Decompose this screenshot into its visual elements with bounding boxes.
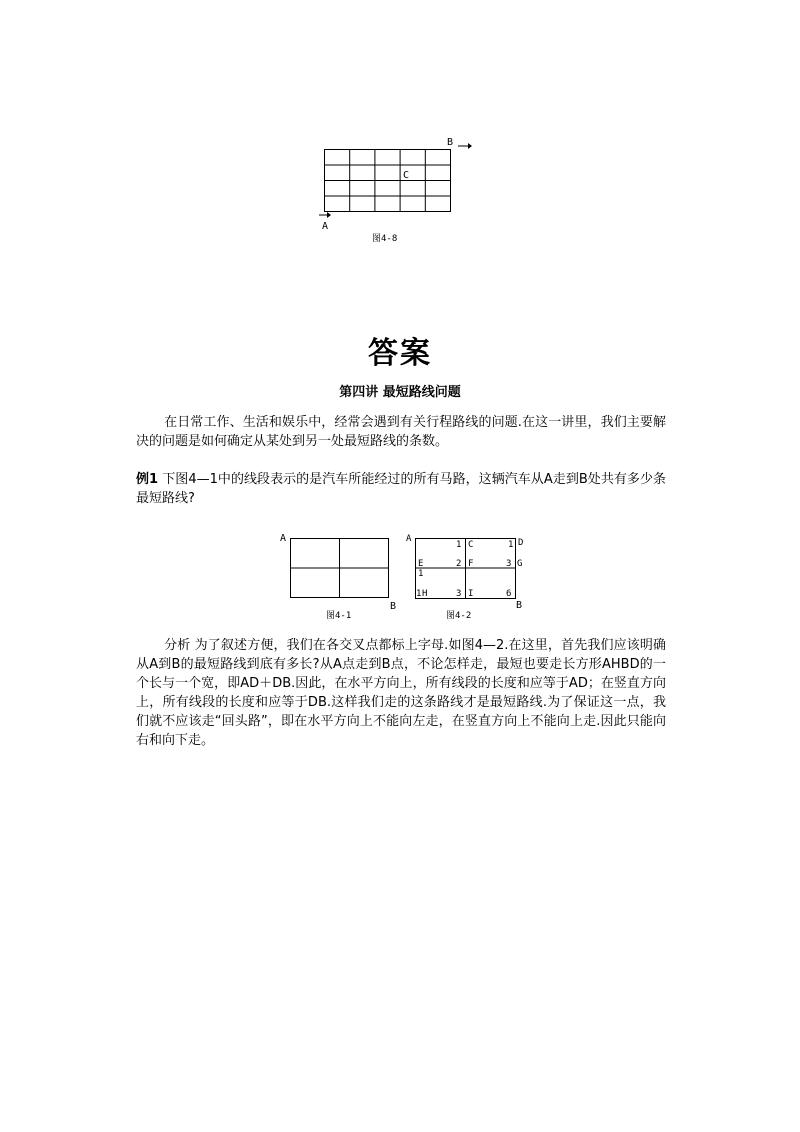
fig48-label-a: A [322, 221, 329, 232]
arrow-a-icon [319, 212, 331, 218]
fig42-label-a: A [406, 534, 412, 544]
intro-text: 在日常工作、生活和娱乐中，经常会遇到有关行程路线的问题.在这一讲里，我们主要解决的问题是如何确定从某处到另一处最短路线的条数。 [136, 415, 666, 449]
fig42-label-i: I [468, 589, 474, 599]
intro-paragraph [136, 413, 666, 451]
fig42-n-top2: 1 [508, 540, 514, 550]
page-title: 答案 [368, 336, 432, 371]
fig42-label-d: D [518, 538, 524, 548]
fig41-caption: 图4-1 [326, 611, 352, 621]
fig42-n-mid1: 2 [456, 559, 462, 569]
analysis-text: 分析 为了叙述方便，我们在各交叉点都标上字母.如图4—2.在这里，首先我们应该明确从A到B的最短路线到底有多长?从A点走到B点，不论怎样走，最短也要走长方形AHBD的一个长与一个宽，即AD＋DB.因此，在水平方向上，所有线段的长度和应等于AD；在竖直方向上，所有线段的长度和应等于DB.这样我们走的这条路线才是最短路线.为了保证这一点，我们就不应该走“回头路”，即在水平方向上不能向左走，在竖直方向上不能向上走.因此只能向右和向下走。 [136, 638, 666, 748]
fig42-n-bot1: 3 [456, 589, 462, 599]
fig48-label-c: C [403, 170, 410, 181]
fig42-label-e: E [418, 559, 424, 569]
fig42-n-bot0: 1 [416, 589, 422, 599]
fig42-caption: 图4-2 [446, 611, 472, 621]
figure-4-1 [276, 530, 406, 625]
example-1-text: 下图4—1中的线段表示的是汽车所能经过的所有马路，这辆汽车从A走到B处共有多少条最短路线? [136, 472, 666, 506]
grid-4-1 [291, 539, 389, 598]
fig41-label-a: A [280, 533, 287, 544]
figure-4-8 [310, 132, 480, 247]
fig42-n-top1: 1 [456, 540, 462, 550]
fig42-label-b: B [516, 600, 523, 611]
fig42-n-mid2: 3 [506, 559, 512, 569]
fig42-label-f: F [468, 559, 474, 569]
fig42-n-bot2: 6 [506, 589, 512, 599]
fig48-caption: 图4-8 [372, 234, 398, 244]
fig42-label-h: H [422, 589, 428, 599]
arrow-b-icon [458, 143, 472, 149]
fig42-label-c: C [468, 540, 474, 550]
figure-4-2 [404, 530, 534, 625]
example-1-paragraph [136, 470, 666, 508]
fig41-label-b: B [390, 601, 397, 612]
lesson-subtitle: 第四讲 最短路线问题 [339, 385, 461, 400]
grid-4-2 [416, 539, 516, 599]
fig42-n-left: 1 [418, 569, 424, 579]
fig48-label-b: B [447, 137, 454, 148]
grid-4-8 [325, 150, 451, 212]
fig42-label-g: G [517, 559, 523, 569]
analysis-paragraph [136, 636, 666, 750]
example-1-head: 例1 [136, 472, 159, 487]
